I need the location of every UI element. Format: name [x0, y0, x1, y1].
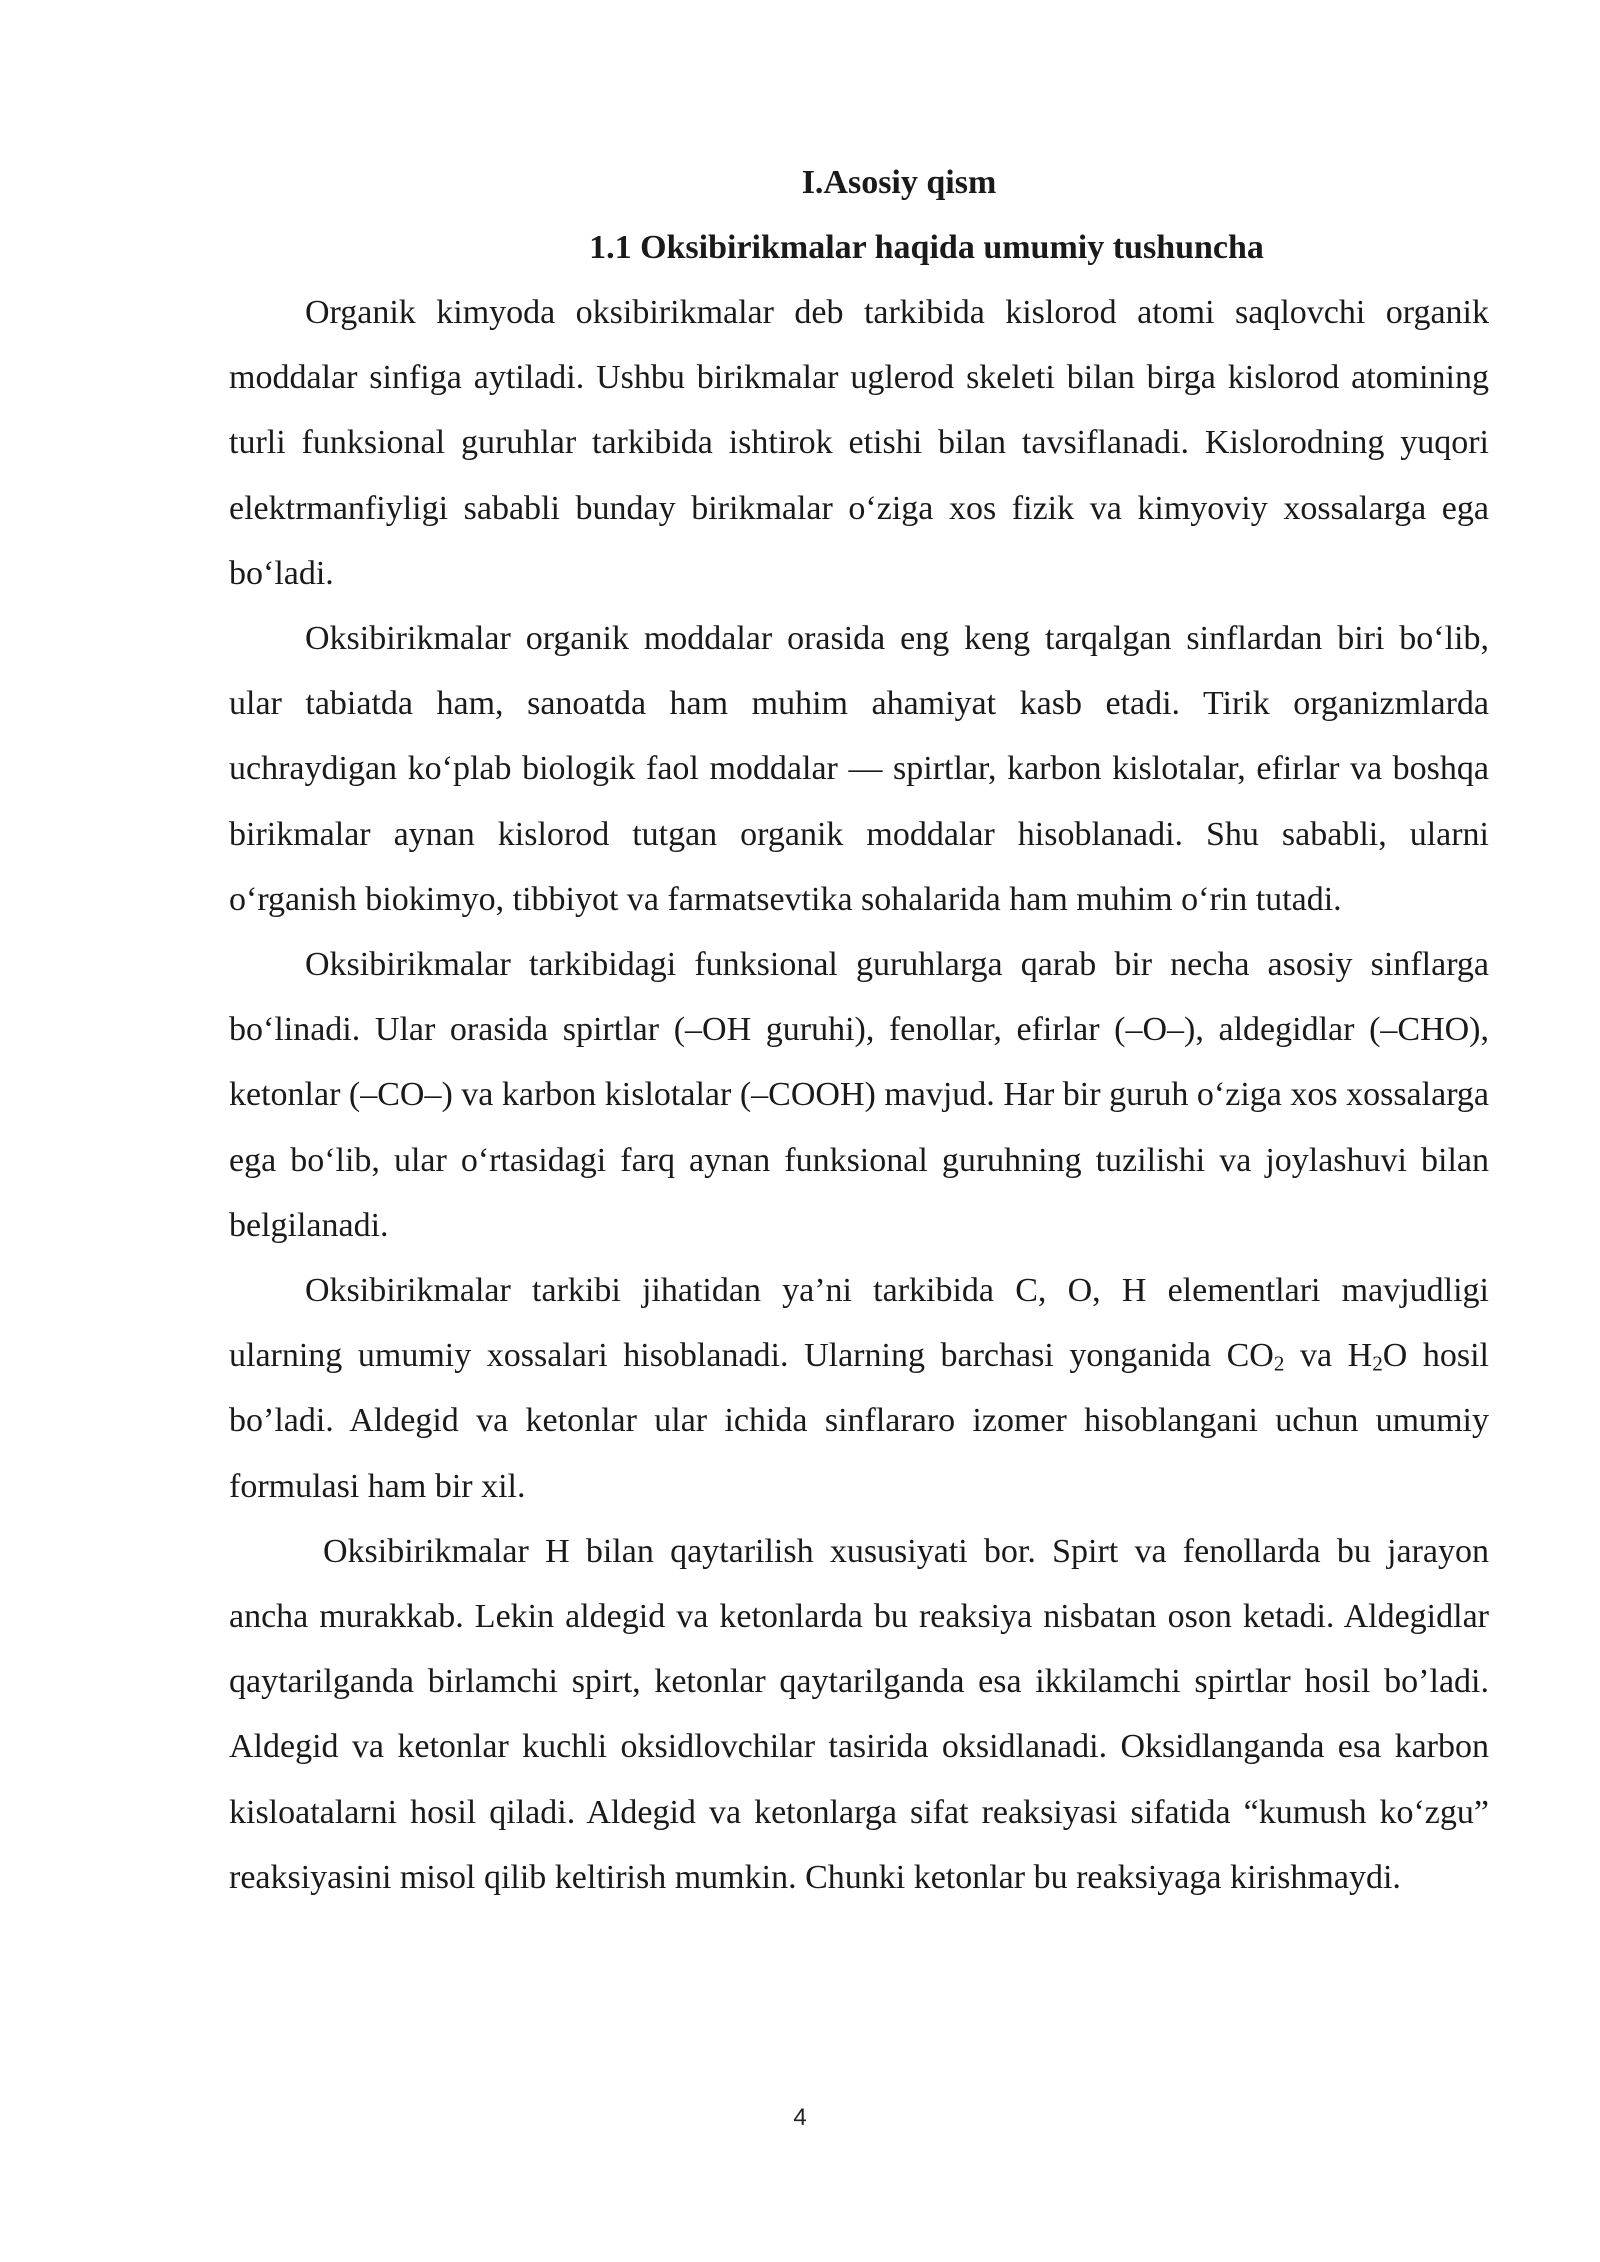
paragraph-3: Oksibirikmalar tarkibidagi funksional guruhlarga qarab bir necha asosiy sinflarga bo‘linadi. Ular orasida spirtlar (–OH guruhi), fenollar, efirlar (–O–), aldegidlar (–CHO), ketonlar (–CO–) va karbon kislotalar (–COOH) mavjud. Har bir guruh o‘ziga xos xossalarga ega bo‘lib, ular o‘rtasidagi farq aynan funksional guruhning tuzilishi va joylashuvi bilan belgilanadi. — [229, 946, 1489, 1244]
document-page — [229, 150, 1489, 1910]
paragraph-4-text-a: Oksibirikmalar tarkibi jihatidan ya’ni tarkibida C, O, H elementlari mavjudligi ularning umumiy xossalari hisoblanadi. Ularning barchasi yonganida CO — [229, 1272, 1489, 1375]
section-title: I.Asosiy qism — [801, 164, 997, 201]
paragraph-2: Oksibirikmalar organik moddalar orasida eng keng tarqalgan sinflardan biri bo‘lib, ular tabiatda ham, sanoatda ham muhim ahamiyat kasb etadi. Tirik organizmlarda uchraydigan ko‘plab biologik faol moddalar — spirtlar, karbon kislotalar, efirlar va boshqa birikmalar aynan kislorod tutgan organik moddalar hisoblanadi. Shu sababli, ularni o‘rganish biokimyo, tibbiyot va farmatsevtika sohalarida ham muhim o‘rin tutadi. — [229, 620, 1489, 918]
paragraph-4-text-c: O hosil bo’ladi. Aldegid va ketonlar ular ichida sinflararo izomer hisoblangani uchun umumiy formulasi ham bir xil. — [229, 1337, 1489, 1505]
paragraph-4-text-b: va H — [1284, 1337, 1373, 1375]
paragraph-1: Organik kimyoda oksibirikmalar deb tarkibida kislorod atomi saqlovchi organik moddalar sinfiga aytiladi. Ushbu birikmalar uglerod skeleti bilan birga kislorod atomining turli funksional guruhlar tarkibida ishtirok etishi bilan tavsiflanadi. Kislorodning yuqori elektrmanfiyligi sababli bunday birikmalar o‘ziga xos fizik va kimyoviy xossalarga ega bo‘ladi. — [229, 294, 1489, 592]
page-number: 4 — [793, 2104, 807, 2131]
h2o-subscript: 2 — [1372, 1351, 1383, 1376]
paragraph-5: Oksibirikmalar H bilan qaytarilish xususiyati bor. Spirt va fenollarda bu jarayon ancha murakkab. Lekin aldegid va ketonlarda bu reaksiya nisbatan oson ketadi. Aldegidlar qaytarilganda birlamchi spirt, ketonlar qaytarilganda esa ikkilamchi spirtlar hosil bo’ladi. Aldegid va ketonlar kuchli oksidlovchilar tasirida oksidlanadi. Oksidlanganda esa karbon kisloatalarni hosil qiladi. Aldegid va ketonlarga sifat reaksiyasi sifatida “kumush ko‘zgu” reaksiyasini misol qilib keltirish mumkin. Chunki ketonlar bu reaksiyaga kirishmaydi. — [229, 1532, 1489, 1896]
co2-subscript: 2 — [1273, 1351, 1285, 1376]
subsection-title: 1.1 Oksibirikmalar haqida umumiy tushuncha — [589, 229, 1264, 266]
paragraph-4 — [229, 1258, 1489, 1519]
